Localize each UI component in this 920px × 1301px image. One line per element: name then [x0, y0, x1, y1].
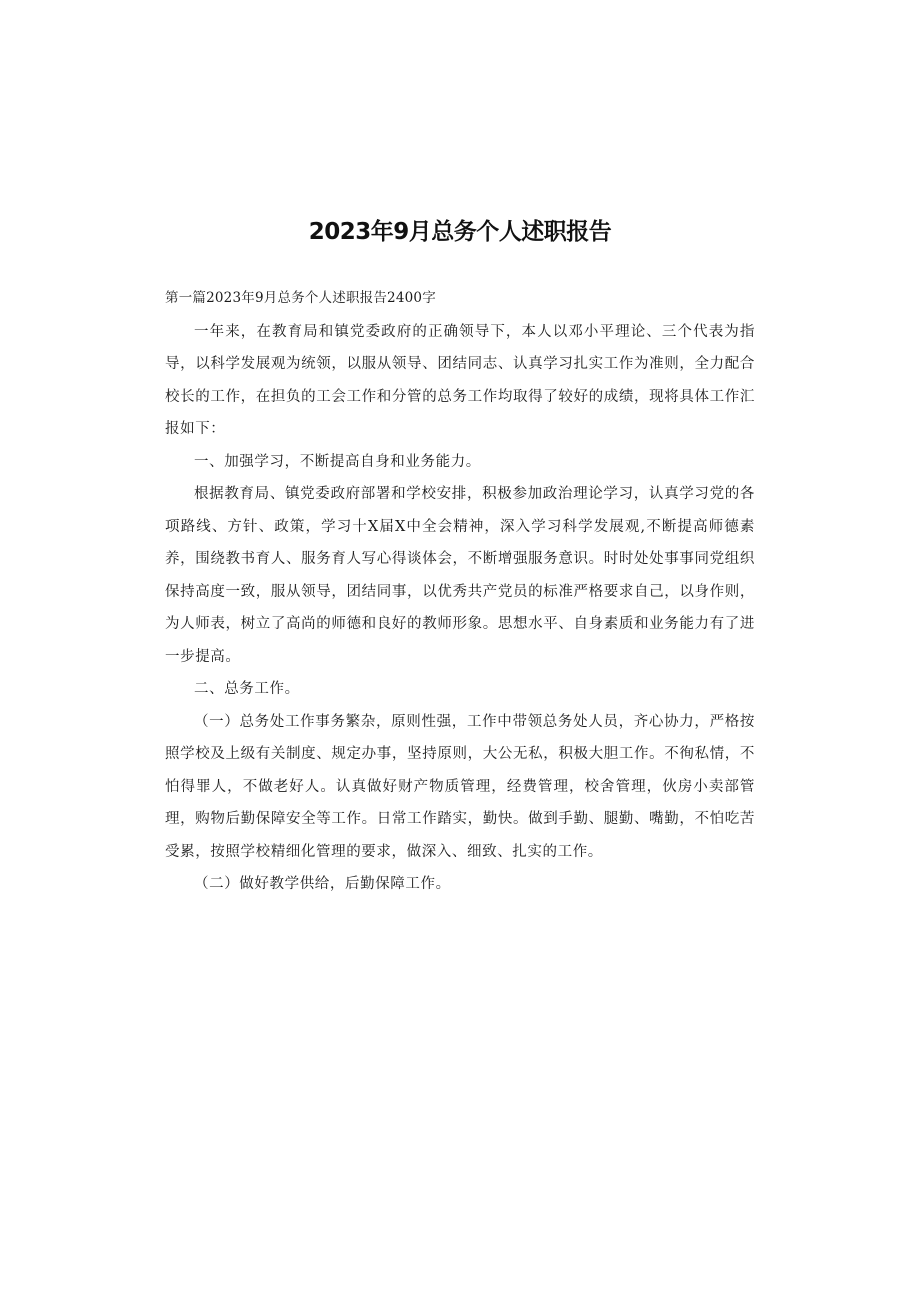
document-title: 2023年9月总务个人述职报告	[308, 219, 612, 245]
document-subtitle: 第一篇2023年9月总务个人述职报告2400字	[165, 290, 436, 306]
section-heading-1: 一、加强学习，不断提高自身和业务能力。	[194, 453, 481, 470]
paragraph-intro: 一年来，在教育局和镇党委政府的正确领导下，本人以邓小平理论、三个代表为指导，以科学发展观为统领，以服从领导、团结同志、认真学习扎实工作为准则，全力配合校长的工作，在担负的工会工作和分管的总务工作均取得了较好的成绩，现将具体工作汇报如下：	[165, 323, 755, 437]
subsection-heading-2: （二）做好教学供给，后勤保障工作。	[194, 876, 451, 892]
paragraph-study: 根据教育局、镇党委政府部署和学校安排，积极参加政治理论学习，认真学习党的各项路线、方针、政策，学习十X届X中全会精神，深入学习科学发展观,不断提高师德素养，围绕教书育人、服务育人写心得谈体会，不断增强服务意识。时时处处事事同党组织保持高度一致，服从领导，团结同事，以优秀共产党员的标准严格要求自己，以身作则，为人师表，树立了高尚的师德和良好的教师形象。思想水平、自身素质和业务能力有了进一步提高。	[165, 486, 755, 665]
document-body	[165, 282, 755, 901]
section-heading-2: 二、总务工作。	[194, 681, 300, 697]
paragraph-general-affairs: （一）总务处工作事务繁杂，原则性强，工作中带领总务处人员，齐心协力，严格按照学校及上级有关制度、规定办事，坚持原则，大公无私，积极大胆工作。不徇私情，不怕得罪人，不做老好人。认真做好财产物质管理，经费管理，校舍管理，伙房小卖部管理，购物后勤保障安全等工作。日常工作踏实，勤快。做到手勤、腿勤、嘴勤，不怕吃苦受累，按照学校精细化管理的要求，做深入、细致、扎实的工作。	[165, 713, 755, 860]
